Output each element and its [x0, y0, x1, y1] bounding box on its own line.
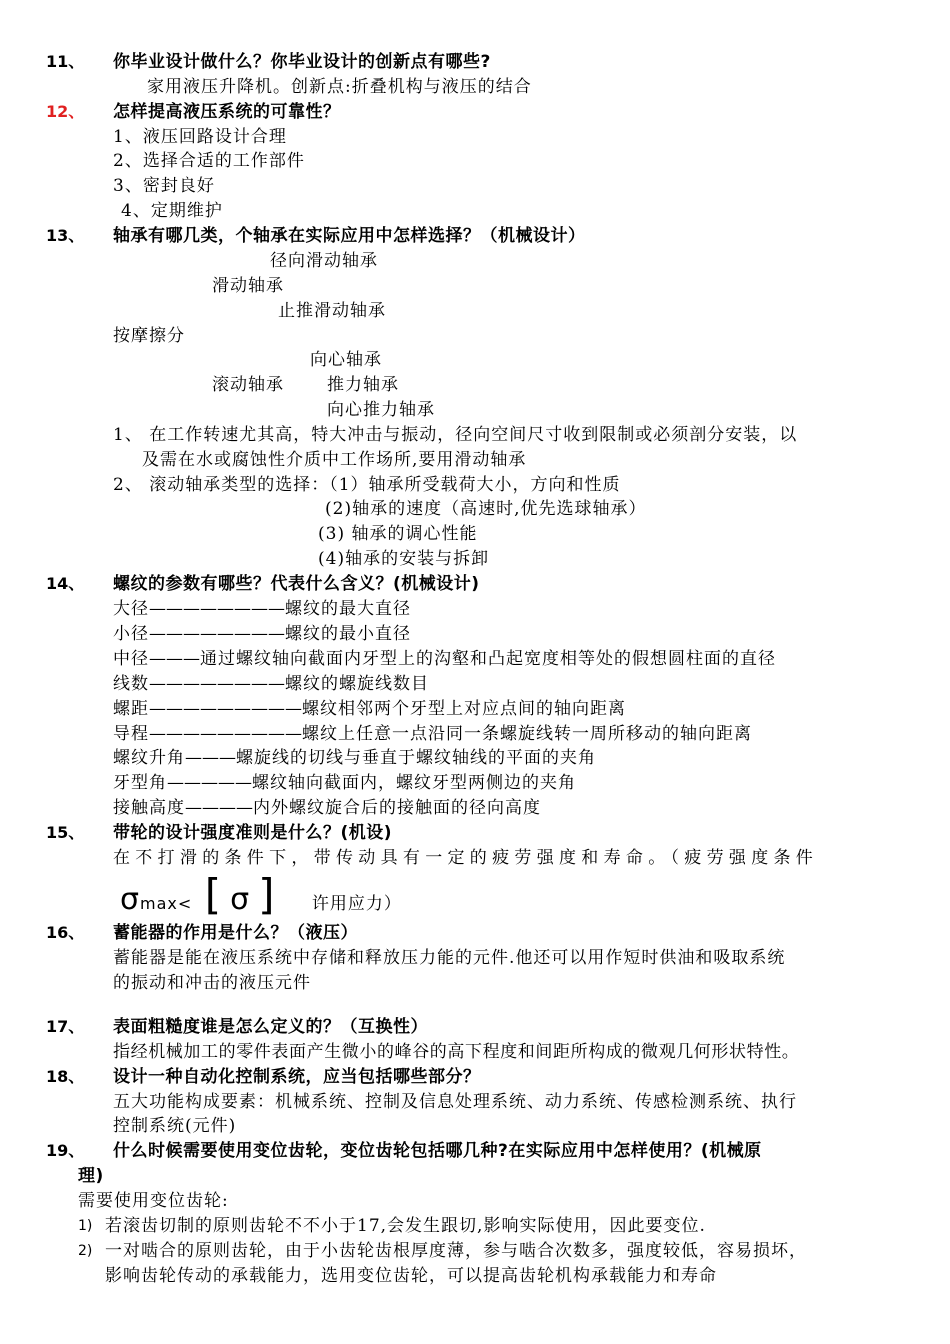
- question-title: 蓄能器的作用是什么？（液压）: [113, 923, 358, 943]
- question-title: 设计一种自动化控制系统，应当包括哪些部分？: [113, 1067, 481, 1087]
- param-definition: 通过螺纹轴向截面内牙型上的沟壑和凸起宽度相等处的假想圆柱面的直径: [200, 649, 776, 669]
- list-item: (4)轴承的安装与拆卸: [318, 549, 490, 569]
- param-definition: 螺纹轴向截面内，螺纹牙型两侧边的夹角: [252, 773, 576, 793]
- param-name: 接触高度: [113, 798, 185, 818]
- tree-node: 径向滑动轴承: [270, 251, 378, 271]
- list-item: 2、选择合适的工作部件: [113, 151, 305, 171]
- param-row: [113, 648, 776, 670]
- answer-text: 在不打滑的条件下，带传动具有一定的疲劳强度和寿命。（疲劳强度条件: [113, 848, 819, 868]
- param-row: [113, 698, 626, 720]
- param-row: [113, 598, 411, 620]
- tree-root: 按摩擦分: [113, 326, 185, 346]
- param-row: [113, 723, 752, 745]
- paragraph: 1、 在工作转速尤其高，特大冲击与振动，径向空间尺寸收到限制或必须剖分安装，以: [113, 425, 798, 445]
- list-item: (2)轴承的速度（高速时,优先选球轴承）: [325, 499, 647, 519]
- param-definition: 内外螺纹旋合后的接触面的径向高度: [253, 798, 541, 818]
- param-definition: 螺旋线的切线与垂直于螺纹轴线的平面的夹角: [236, 748, 596, 768]
- sigma-symbol: σ: [120, 882, 141, 917]
- param-definition: 螺纹的螺旋线数目: [285, 674, 429, 694]
- question-title: 螺纹的参数有哪些？代表什么含义？(机械设计): [113, 574, 480, 594]
- param-dash: ————————: [149, 599, 285, 619]
- question-title: 什么时候需要使用变位齿轮，变位齿轮包括哪几种?在实际应用中怎样使用？(机械原: [113, 1141, 762, 1161]
- param-name: 螺纹升角: [113, 748, 185, 768]
- question-number: 13、: [46, 226, 85, 245]
- formula-subscript: max<: [140, 894, 193, 913]
- answer-text: 需要使用变位齿轮:: [78, 1191, 229, 1211]
- question-title: 表面粗糙度谁是怎么定义的？（互换性）: [113, 1017, 428, 1037]
- question-title: 带轮的设计强度准则是什么？(机设): [113, 823, 393, 843]
- paragraph: 2、 滚动轴承类型的选择：（1）轴承所受载荷大小，方向和性质: [113, 475, 621, 495]
- list-item: 3、密封良好: [113, 176, 215, 196]
- bracket-left: [: [204, 870, 223, 919]
- list-item: (3) 轴承的调心性能: [318, 524, 478, 544]
- question-number: 15、: [46, 823, 85, 842]
- question-number: 18、: [46, 1067, 85, 1086]
- param-dash: ————————: [149, 624, 285, 644]
- tree-node: 向心轴承: [310, 350, 382, 370]
- param-dash: ————: [185, 798, 253, 818]
- list-item: 一对啮合的原则齿轮，由于小齿轮齿根厚度薄，参与啮合次数多，强度较低，容易损坏，: [105, 1241, 807, 1261]
- param-dash: ———: [185, 748, 236, 768]
- paragraph: 及需在水或腐蚀性介质中工作场所,要用滑动轴承: [142, 450, 527, 470]
- list-item: 影响齿轮传动的承载能力，选用变位齿轮，可以提高齿轮机构承载能力和寿命: [105, 1266, 717, 1286]
- answer-text: 控制系统(元件): [113, 1116, 237, 1136]
- param-name: 牙型角: [113, 773, 167, 793]
- param-dash: —————: [167, 773, 252, 793]
- param-dash: —————————: [149, 724, 302, 744]
- param-name: 中径: [113, 649, 149, 669]
- list-marker: 2): [78, 1243, 93, 1259]
- param-definition: 螺纹的最大直径: [285, 599, 411, 619]
- list-item: 若滚齿切制的原则齿轮不不小于17,会发生跟切,影响实际使用，因此要变位.: [105, 1216, 706, 1236]
- question-number: 11、: [46, 52, 85, 71]
- answer-text: 指经机械加工的零件表面产生微小的峰谷的高下程度和间距所构成的微观几何形状特性。: [113, 1042, 800, 1062]
- param-dash: ————————: [149, 674, 285, 694]
- question-number: 12、: [46, 102, 85, 121]
- list-item: 4、定期维护: [121, 201, 223, 221]
- question-title: 怎样提高液压系统的可靠性？: [113, 102, 341, 122]
- tree-node: 推力轴承: [327, 375, 399, 395]
- bracket-right: ]: [258, 870, 276, 919]
- sigma-symbol: σ: [230, 882, 251, 917]
- tree-node: 滚动轴承: [212, 375, 284, 395]
- param-row: [113, 772, 576, 794]
- param-name: 导程: [113, 724, 149, 744]
- question-number: 16、: [46, 923, 85, 942]
- param-row: [113, 747, 596, 769]
- list-item: 1、液压回路设计合理: [113, 127, 287, 147]
- question-title-continued: 理): [78, 1166, 104, 1186]
- question-title: 轴承有哪几类，个轴承在实际应用中怎样选择？（机械设计）: [113, 226, 586, 246]
- answer-text: 家用液压升降机。创新点:折叠机构与液压的结合: [147, 77, 532, 97]
- param-name: 小径: [113, 624, 149, 644]
- tree-node: 滑动轴承: [212, 276, 284, 296]
- param-dash: —————————: [149, 699, 302, 719]
- tree-node: 止推滑动轴承: [278, 301, 386, 321]
- param-row: [113, 623, 411, 645]
- answer-text: 蓄能器是能在液压系统中存储和释放压力能的元件.他还可以用作短时供油和吸取系统: [113, 948, 786, 968]
- param-name: 大径: [113, 599, 149, 619]
- answer-text: 的振动和冲击的液压元件: [113, 973, 311, 993]
- formula-note: 许用应力）: [311, 894, 402, 914]
- question-title: 你毕业设计做什么？你毕业设计的创新点有哪些?: [113, 52, 491, 72]
- param-row: [113, 797, 541, 819]
- param-definition: 螺纹相邻两个牙型上对应点间的轴向距离: [302, 699, 626, 719]
- list-marker: 1): [78, 1218, 93, 1234]
- param-name: 螺距: [113, 699, 149, 719]
- formula: [120, 870, 402, 924]
- question-number: 17、: [46, 1017, 85, 1036]
- param-row: [113, 673, 429, 695]
- answer-text: 五大功能构成要素：机械系统、控制及信息处理系统、动力系统、传感检测系统、执行: [113, 1092, 797, 1112]
- param-definition: 螺纹的最小直径: [285, 624, 411, 644]
- question-number: 19、: [46, 1141, 85, 1160]
- param-name: 线数: [113, 674, 149, 694]
- param-dash: ———: [149, 649, 200, 669]
- question-number: 14、: [46, 574, 85, 593]
- tree-node: 向心推力轴承: [327, 400, 435, 420]
- param-definition: 螺纹上任意一点沿同一条螺旋线转一周所移动的轴向距离: [302, 724, 752, 744]
